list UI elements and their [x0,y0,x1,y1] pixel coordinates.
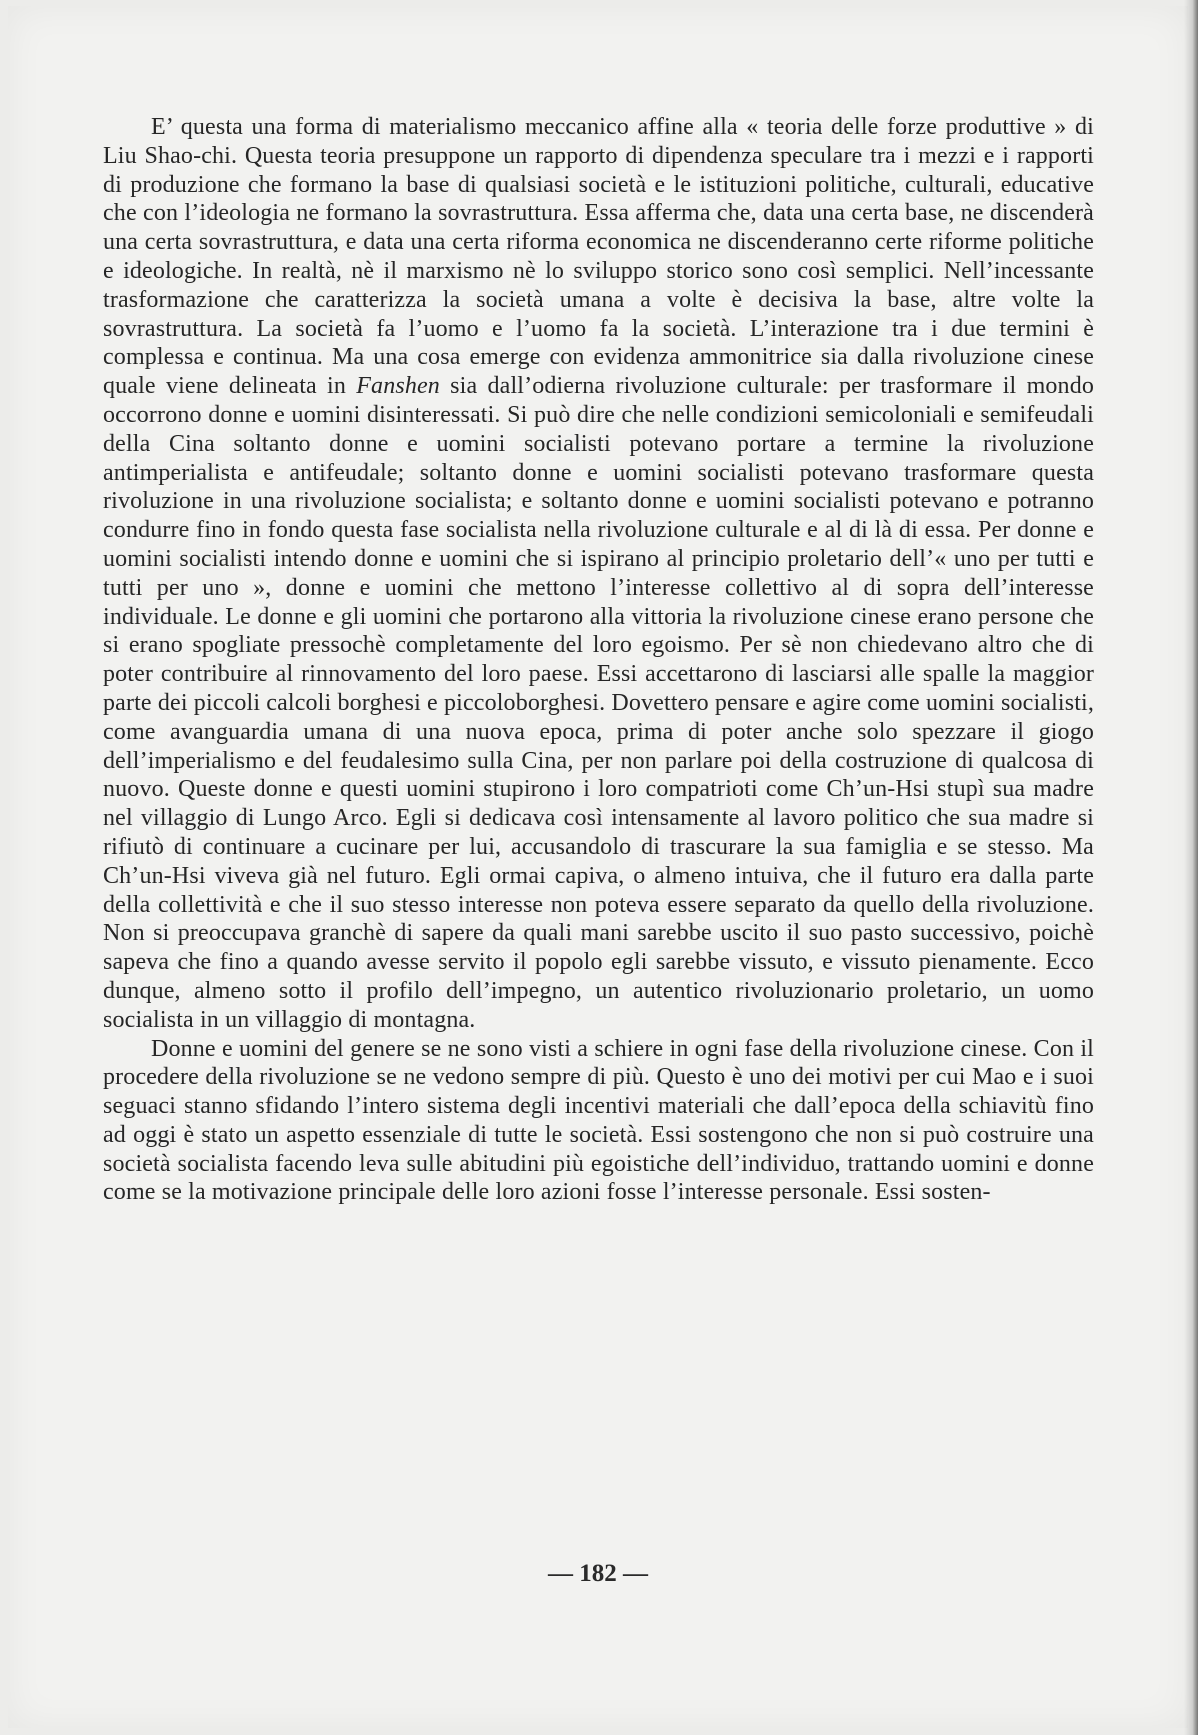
paragraph-1-segment-1: E’ questa una forma di materialismo meccanico affine alla « teoria delle forze produttive » di Liu Shao-chi. Questa teoria presuppone un rapporto di dipendenza speculare tra i mezzi e i rapporti di produzione che formano la base di qualsiasi società e le istituzioni politiche, culturali, educative che con l’ideologia ne formano la sovrastruttura. Essa afferma che, data una certa base, ne discenderà una certa sovrastruttura, e data una certa riforma economica ne discenderanno certe riforme politiche e ideologiche. In realtà, nè il marxismo nè lo sviluppo storico sono così semplici. Nell’incessante trasformazione che caratterizza la società umana a volte è decisiva la base, altre volte la sovrastruttura. La società fa l’uomo e l’uomo fa la società. L’interazione tra i due termini è complessa e continua. Ma una cosa emerge con evidenza ammonitrice sia dalla rivoluzione cinese quale viene delineata in [103,114,1094,400]
book-title-fanshen: Fanshen [356,373,440,400]
body-text [103,113,1094,1207]
paragraph-2-segment-1: Donne e uomini del genere se ne sono visti a schiere in ogni fase della rivoluzione cinese. Con il procedere della rivoluzione se ne vedono sempre di più. Questo è uno dei motivi per cui Mao e i suoi seguaci stanno sfidando l’intero sistema degli incentivi materiali che dall’epoca della schiavitù fino ad oggi è stato un aspetto essenziale di tutte le società. Essi sostengono che non si può costruire una società socialista facendo leva sulle abitudini più egoistiche dell’individuo, trattando uomini e donne come se la motivazione principale delle loro azioni fosse l’interesse personale. Essi sosten- [103,1035,1094,1206]
paragraph-2 [103,1035,1094,1208]
page-edge-shadow [1184,0,1198,1735]
paragraph-1-segment-3: sia dall’odierna rivoluzione culturale: per trasformare il mondo occorrono donne e uomini disinteressati. Si può dire che nelle condizioni semicoloniali e semifeudali della Cina soltanto donne e uomini socialisti potevano portare a termine la rivoluzione antimperialista e antifeudale; soltanto donne e uomini socialisti potevano trasformare questa rivoluzione in una rivoluzione socialista; e soltanto donne e uomini socialisti potevano e potranno condurre fino in fondo questa fase socialista nella rivoluzione culturale e al di là di essa. Per donne e uomini socialisti intendo donne e uomini che si ispirano al principio proletario dell’« uno per tutti e tutti per uno », donne e uomini che mettono l’interesse collettivo al di sopra dell’interesse individuale. Le donne e gli uomini che portarono alla vittoria la rivoluzione cinese erano persone che si erano spogliate pressochè completamente del loro egoismo. Per sè non chiedevano altro che di poter contribuire al rinnovamento del loro paese. Essi accettarono di lasciarsi alle spalle la maggior parte dei piccoli calcoli borghesi e piccoloborghesi. Dovettero pensare e agire come uomini socialisti, come avanguardia umana di una nuova epoca, prima di poter anche solo spezzare il giogo dell’imperialismo e del feudalesimo sulla Cina, per non parlare poi della costruzione di qualcosa di nuovo. Queste donne e questi uomini stupirono i loro compatrioti come Ch’un-Hsi stupì sua madre nel villaggio di Lungo Arco. Egli si dedicava così intensamente al lavoro politico che sua madre si rifiutò di continuare a cucinare per lui, accusandolo di trascurare la sua famiglia e se stesso. Ma Ch’un-Hsi viveva già nel futuro. Egli ormai capiva, o almeno intuiva, che il futuro era dalla parte della collettività e che il suo stesso interesse non poteva essere separato da quello della rivoluzione. Non si preoccupava granchè di sapere da quali mani sarebbe uscito il suo pasto successivo, poichè sapeva che fino a quando avesse servito il popolo egli sarebbe vissuto, e vissuto pienamente. Ecco dunque, almeno sotto il profilo dell’impegno, un autentico rivoluzionario proletario, un uomo socialista in un villaggio di montagna. [103,373,1095,1033]
paper-sheet [8,6,1188,1728]
page-number: — 182 — [548,1560,648,1587]
paragraph-1 [103,113,1094,1035]
